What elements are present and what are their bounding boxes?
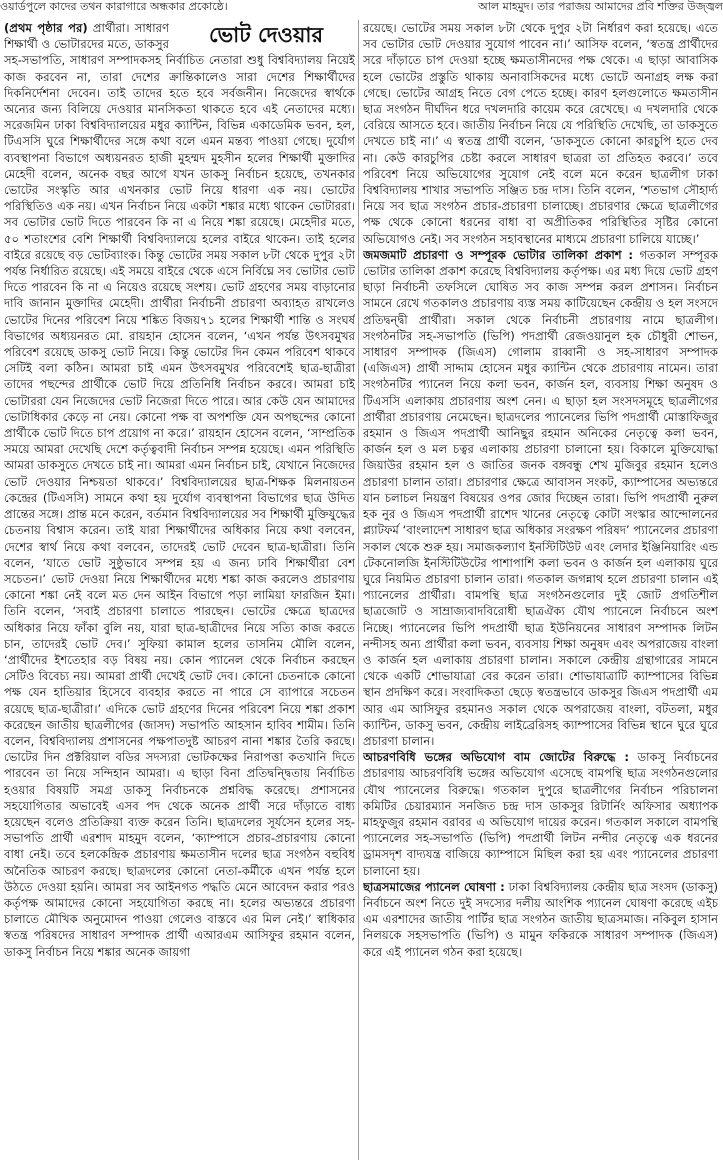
previous-article-tail-right: আল মাহমুদ। তার পরাজয় আমাদের প্রবি শক্তির উজ্জ্বল [478, 0, 723, 13]
article-section [363, 879, 718, 960]
article-headline: ভোট দেওয়ার [208, 22, 324, 47]
article-paragraph: প্রার্থীরা। সাধারণ শিক্ষার্থী ও ভোটারদের মতে, ডাকসুর সহ-সভাপতি, সাধারণ সম্পাদকসহ নির্বাচিত নেতারা শুধু বিশ্ববিদ্যালয় নিয়েই কাজ করবেন না, তারা দেশের ক্রান্তিকালেও সারা দেশের শিক্ষার্থীদের দিকনির্দেশনা দেবেন। তাই তাদের হতে হবে সর্বজনীন। নিজেদের স্বার্থকে অন্যের জন্য বিলিয়ে দেওয়ার মানসিকতা থাকতে হবে এই নেতাদের মধ্যে। সরেজমিন ঢাকা বিশ্ববিদ্যালয়ের মধুর ক্যান্টিন, বিভিন্ন একাডেমিক ভবন, হল, টিএসসি ঘুরে শিক্ষার্থীদের সঙ্গে কথা বলে এমন মন্তব্য পাওয়া গেছে। দুর্যোগ ব্যবস্থাপনা বিভাগে অধ্যয়নরত হাজী মুহম্মদ মুহসীন হলের শিক্ষার্থী মুক্তাদির মেহেদী বলেন, অনেক বছর আগে যখন ডাকসু নির্বাচন হয়েছে, তখনকার ভোটের সংস্কৃতি আর এখনকার ভোট নিয়ে ধারণা এক নয়। ভোটের পরিস্থিতিও এক নয়। এখন নির্বাচন নিয়ে একটা শঙ্কার মধ্যে থাকেন ভোটাররা। সব ভোটার ভোট দিতে পারবেন কি না এ নিয়ে শঙ্কা রয়েছে। মেহেদীর মতে, ৫০ শতাংশের বেশি শিক্ষার্থী বিশ্ববিদ্যালয়ে হলের বাইরে থাকেন। তাই হলের বাইরে রয়েছে বড় ভোটব্যাংক। কিন্তু ভোটের সময় সকাল ৮টা থেকে দুপুর ২টা পর্যন্ত নির্ধারিত রয়েছে। এই সময়ে বাইরে থেকে এসে নির্বিঘ্নে সব ভোটার ভোট দিতে পারবেন কি না এ নিয়েও রয়েছে সংশয়। ভোট গ্রহণের সময় বাড়ানোর দাবি জানান মুক্তাদির মেহেদী। প্রার্থীরা নির্বাচনী প্রচারণা অব্যাহত রাখলেও ভোটের দিনের পরিবেশ নিয়ে শঙ্কিত বিজয়৭১ হলের শিক্ষার্থী শান্তি ও সংঘর্ষ বিভাগের অধ্যয়নরত মো. রায়হান হোসেন বলেন, ‘এখন পর্যন্ত উৎসবমুখর পরিবেশ রয়েছে ডাকসু ভোট নিয়ে। কিন্তু ভোটের দিন কেমন পরিবেশ থাকবে সেটিই বলা কঠিন। আমরা চাই এমন উৎসবমুখর পরিবেশেই ছাত্র-ছাত্রীরা তাদের পছন্দের প্রার্থীকে ভোট দিয়ে প্রতিনিধি নির্বাচন করবে। আমরা চাই ভোটাররা যেন নিজেদের ভোট নিজেরা দিতে পারে। আর কেউ যেন আমাদের ভোটাধিকার কেড়ে না নেয়। কোনো পক্ষ বা অপশক্তি যেন অপছন্দের কোনো প্রার্থীকে ভোট দিতে চাপ প্রয়োগ না করে।’ রায়হান হোসেন বলেন, ‘সাম্প্রতিক সময়ে আমরা দেখেছি দেশে কর্তৃত্ববাদী নির্বাচন সম্পন্ন হয়েছে। এমন পরিস্থিতি আমরা ডাকসুতে দেখতে চাই না। আমরা এমন নির্বাচন চাই, যেখানে নিজেদের ভোট দেওয়ার নিশ্চয়তা থাকবে।’ বিশ্ববিদ্যালয়ের ছাত্র-শিক্ষক মিলনায়তন কেন্দ্রের (টিএসসি) সামনে কথা হয় দুর্যোগ ব্যবস্থাপনা বিভাগের ছাত্র উদিত প্রান্তের সঙ্গে। প্রান্ত মনে করেন, বর্তমান বিশ্ববিদ্যালয়ের সব শিক্ষার্থী মুক্তিযুদ্ধের চেতনায় বিশ্বাস করেন। তাই যারা শিক্ষার্থীদের অধিকার নিয়ে কথা বলবেন, দেশের স্বার্থ নিয়ে কথা বলবেন, তাদেরই ভোট দেবেন ছাত্র-ছাত্রীরা। তিনি বলেন, ‘যাতে ভোট সুষ্ঠুভাবে সম্পন্ন হয় এ জন্য ঢাবি শিক্ষার্থীরা বেশ সচেতন।’ ভোট দেওয়া নিয়ে শিক্ষার্থীদের মধ্যে শঙ্কা কাজ করলেও প্রচারণায় কোনো শঙ্কা নেই বলে মত দেন আইন বিভাগে পড়া লামিয়া ফারজিন ইমা। তিনি বলেন, ‘সবাই প্রচারণা চালাতে পারছেন। ভোটের ক্ষেত্রে ছাত্রদের অধিকার নিয়ে ফাঁকা বুলি নয়, যারা ছাত্র-ছাত্রীদের নিয়ে সত্যি কাজ করতে চান, তাদেরই ভোট দেব।’ সুফিয়া কামাল হলের তাসনিম মৌলি বলেন, ‘প্রার্থীদের ইশতেহার বড় বিষয় নয়। কোন প্যানেল থেকে নির্বাচন করছেন সেটিও বিবেচ্য নয়। আমরা প্রার্থী দেখেই ভোট দেব। কোনো চেতনাকে কোনো পক্ষ যেন হাতিয়ার হিসেবে ব্যবহার করতে না পারে সে ব্যাপারে সচেতন রয়েছে ছাত্র-ছাত্রীরা।’ এদিকে ভোট গ্রহণের দিনের পরিবেশ নিয়ে শঙ্কা প্রকাশ করেছেন জাতীয় ছাত্রলীগের (জাসদ) সভাপতি আহসান হাবিব শামীম। তিনি বলেন, বিশ্ববিদ্যালয় প্রশাসনের পক্ষপাতদুষ্ট আচরণ নানা শঙ্কার তৈরি করছে। ভোটের দিন প্রক্টরিয়াল বডির সদস্যরা ভোটকক্ষের নিরাপত্তা কতখানি দিতে পারবেন তা নিয়ে সন্দিহান আমরা। এ ছাড়া বিনা প্রতিদ্বন্দ্বিতায় নির্বাচিত হওয়ার বিষয়টি সমগ্র ডাকসু নির্বাচনকে প্রশ্নবিদ্ধ করেছে। প্রশাসনের সহযোগিতার অভাবেই এসব পদ থেকে অনেক প্রার্থী সরে দাঁড়াতে বাধ্য হয়েছেন বলেও প্রতিক্রিয়া ব্যক্ত করেন তিনি। ছাত্রদলের সূর্যসেন হলের সহ-সভাপতি প্রার্থী এরশাদ মাহমুদ বলেন, ‘ক্যাম্পাসে প্রচার-প্রচারণায় কোনো বাধা নেই। তবে হলকেন্দ্রিক প্রচারণায় ক্ষমতাসীন দলের ছাত্র সংগঠন বহুবিধ অনৈতিক আচরণ করছে। ছাত্রদলের কোনো নেতা-কর্মীকে এখন পর্যন্ত হলে উঠতে দেওয়া হয়নি। আমরা সব আইনগত পদ্ধতি মেনে আবেদন করার পরও কর্তৃপক্ষ আমাদের কোনো সহযোগিতা করছে না। হলের অভ্যন্তরে প্রচারণা চালাতে মৌখিক অনুমোদন পাওয়া গেলেও বাস্তবে এর মিল নেই।’ স্বাধিকার স্বতন্ত্র পরিষদের সাধারণ সম্পাদক প্রার্থী এআরএম আসিফুর রহমান বলেন, ডাকসু নির্বাচন নিয়ে শঙ্কার অনেক জায়গা [4, 21, 355, 959]
previous-article-tail-left: ওয়ার্ডপুলে কাদের তথন কারাগারে অন্ধকার প্রকোষ্ঠে। [0, 0, 228, 13]
section-subhead: ছাত্রসমাজের প্যানেল ঘোষণা : [363, 879, 505, 894]
article-paragraph: ডাকসু নির্বাচনের প্রচারণায় আচরণবিধি ভঙ্গের অভিযোগ এসেছে বামপন্থি ছাত্র সংগঠনগুলোর যৌথ প্যানেলের বিরুদ্ধে। গতকাল দুপুরে ছাত্রলীগের নির্বাচন পরিচালনা কমিটির চেয়ারম্যান সনজিত চন্দ্র দাস ডাকসুর রিটার্নিং অফিসার অধ্যাপক মাহফুজুর রহমান বরাবর এ অভিযোগ দায়ের করেন। গতকাল সকালে বামপন্থি প্যানেলের সহ-সভাপতি (ভিপি) পদপ্রার্থী লিটন নন্দীর নেতৃত্বে এক ধরনের ড্রামসদৃশ বাদ্যযন্ত্র বাজিয়ে ক্যাম্পাসে মিছিল করা হয় এবং প্যানেলের প্রচারণা চালানো হয়। [363, 750, 718, 878]
article-column-left [4, 20, 355, 1160]
column-divider [358, 20, 359, 1160]
continuation-kicker: (প্রথম পৃষ্ঠার পর) [4, 21, 88, 35]
article-paragraph: ঢাকা বিশ্ববিদ্যালয় কেন্দ্রীয় ছাত্র সংসদ (ডাকসু) নির্বাচনে অংশ নিতে দুই সদস্যের দলীয় আংশিক প্যানেল ঘোষণা করেছে এইচ এম এরশাদের জাতীয় পার্টির ছাত্র সংগঠন জাতীয় ছাত্রসমাজ। নকিবুল হাসান নিলয়কে সহসভাপতি (ভিপি) ও মামুন ফকিরকে সাধারণ সম্পাদক (জিএস) করে এই প্যানেল গঠন করা হয়েছে। [363, 879, 718, 959]
article-section [363, 247, 718, 749]
previous-article-strip [0, 0, 723, 16]
article-column-right [363, 20, 718, 1160]
section-subhead: আচরণবিধি ভঙ্গের অভিযোগ বাম জোটের বিরুদ্ধে : [363, 750, 630, 765]
article-body-left [4, 20, 355, 960]
article-paragraph: রয়েছে। ভোটের সময় সকাল ৮টা থেকে দুপুর ২টা নির্ধারণ করা হয়েছে। এতে সব ভোটার ভোট দেওয়ার সুযোগ পাবেন না।’ আসিফ বলেন, ‘স্বতন্ত্র প্রার্থীদের সরে দাঁড়াতে চাপ দেওয়া হচ্ছে ক্ষমতাসীনদের পক্ষ থেকে। এ ছাড়া আবাসিক হলে ভোটের প্রস্তুতি থাকায় অনাবাসিকদের মধ্যে ভোটে অনাগ্রহ লক্ষ করা গেছে। ভোটের আগ্রহ নিতে বেগ পেতে হচ্ছে। কারণ হলগুলোতে ক্ষমতাসীন ছাত্র সংগঠন দীর্ঘদিন ধরে দখলদারি কায়েম করে রেখেছে। এ দখলদারি থেকে বেরিয়ে আসতে হবে। জাতীয় নির্বাচন নিয়ে যে পরিস্থিতি দেখেছি, তা ডাকসুতে দেখতে চাই না।’ এ স্বতন্ত্র প্রার্থী বলেন, ‘ডাকসুতে কোনো কারচুপি হতে দেব না। কেউ কারচুপির চেষ্টা করলে সাধারণ ছাত্ররা তা প্রতিহত করবে।’ তবে পরিবেশ নিয়ে অভিযোগের সুযোগ নেই বলে মনে করেন ছাত্রলীগ ঢাকা বিশ্ববিদ্যালয় শাখার সভাপতি সঞ্জিত চন্দ্র দাস। তিনি বলেন, ‘শতভাগ সৌহার্দ্য নিয়ে সব ছাত্র সংগঠন প্রচার-প্রচারণা চালাচ্ছে। প্রচারণার ক্ষেত্রে ছাত্রলীগের পক্ষ থেকে কোনো ধরনের বাধা বা অপ্রীতিকর পরিস্থিতির সৃষ্টির কোনো অভিযোগও নেই। সব সংগঠন সহাবস্থানের মাধ্যমে প্রচারণা চালিয়ে যাচ্ছে।’ [363, 21, 718, 246]
section-subhead: জমজমাট প্রচারণা ও সম্পূরক ভোটার তালিকা প্রকাশ : [363, 247, 634, 262]
article-section [363, 749, 718, 879]
article-paragraph: গতকাল সম্পূরক ভোটার তালিকা প্রকাশ করেছে বিশ্ববিদ্যালয় কর্তৃপক্ষ। এর মধ্য দিয়ে ভোট গ্রহণ ছাড়া নির্বাচনী তফসিলে ঘোষিত সব কাজ সম্পন্ন করল প্রশাসন। নির্বাচন সামনে রেখে গতকালও প্রচারণায় ব্যস্ত সময় কাটিয়েছেন কেন্দ্রীয় ও হল সংসদে প্রতিদ্বন্দ্বী প্রার্থীরা। সকাল থেকে নির্বাচনী প্রচারণায় নামে ছাত্রলীগ। সংগঠনটির সহ-সভাপতি (ভিপি) পদপ্রার্থী রেজওয়ানুল হক চৌধুরী শোভন, সাধারণ সম্পাদক (জিএস) গোলাম রাব্বানী ও সহ-সাধারণ সম্পাদক (এজিএস) প্রার্থী সাদ্দাম হোসেন মধুর ক্যান্টিন থেকে প্রচারণায় নামেন। তারা সংগঠনটির প্যানেল নিয়ে কলা ভবন, কার্জন হল, ব্যবসায় শিক্ষা অনুষদ ও টিএসসি এলাকায় প্রচারণায় অংশ নেন। এ ছাড়া হল সংসদসমূহে ছাত্রলীগের প্রার্থীরা প্রচারণায় নেমেছেন। ছাত্রদলের প্যানেলের ভিপি পদপ্রার্থী মোস্তাফিজুর রহমান ও জিএস পদপ্রার্থী আনিছুর রহমান অনিকের নেতৃত্বে কলা ভবন, কার্জন হল ও মল চত্বর এলাকায় প্রচারণা চালানো হয়। বিকালে মুক্তিযোদ্ধা জিয়াউর রহমান হল ও জাতির জনক বঙ্গবন্ধু শেখ মুজিবুর রহমান হলেও প্রচারণা চালান তারা। প্রচারণার ক্ষেত্রে আবাসন সংকট, ক্যাম্পাসের অভ্যন্তরে যান চলাচল নিয়ন্ত্রণ বিষয়ের ওপর জোর দিচ্ছেন তারা। ভিপি পদপ্রার্থী নুরুল হক নুর ও জিএস পদপ্রার্থী রাশেদ খানের নেতৃত্বে কোটা সংস্কার আন্দোলনের প্ল্যাটফর্ম ‘বাংলাদেশ সাধারণ ছাত্র অধিকার সংরক্ষণ পরিষদ’ প্যানেলের প্রচারণা সকাল থেকে শুরু হয়। সমাজকল্যাণ ইনস্টিটিউট এবং লেদার ইঞ্জিনিয়ারিং এন্ড টেকনোলজি ইনস্টিটিউটের পাশাপাশি কলা ভবন ও কার্জন হল এলাকায় ঘুরে ঘুরে নিয়মিত প্রচারণা চালান তারা। গতকাল জগন্নাথ হলে প্রচারণা চালান এই প্যানেলের প্রার্থীরা। বামপন্থি ছাত্র সংগঠনগুলোর দুই জোট প্রগতিশীল ছাত্রজোট ও সাম্রাজ্যবাদবিরোধী ছাত্রঐক্য যৌথ প্যানেলে নির্বাচনে অংশ নিচ্ছে। প্যানেলের ভিপি পদপ্রার্থী ছাত্র ইউনিয়নের সাধারণ সম্পাদক লিটন নন্দীসহ অন্য প্রার্থীরা কলা ভবন, ব্যবসায় শিক্ষা অনুষদ এবং অপরাজেয় বাংলা ও কার্জন হল এলাকায় প্রচারণা চালান। সকালে কেন্দ্রীয় গ্রন্থাগারের সামনে থেকে একটি শোভাযাত্রা বের করেন তারা। শোভাযাত্রাটি ক্যাম্পাসের বিভিন্ন স্থান প্রদক্ষিণ করে। সংবাদিকতা ছেড়ে স্বতন্ত্রভাবে ডাকসুর জিএস পদপ্রার্থী এম আর এম আসিফুর রহমানও সকাল থেকে অপরাজেয় বাংলা, বটতলা, মধুর ক্যান্টিন, ডাকসু ভবন, কেন্দ্রীয় লাইব্রেরিসহ ক্যাম্পাসের বিভিন্ন স্থানে ঘুরে ঘুরে প্রচারণা চালান। [363, 247, 718, 748]
